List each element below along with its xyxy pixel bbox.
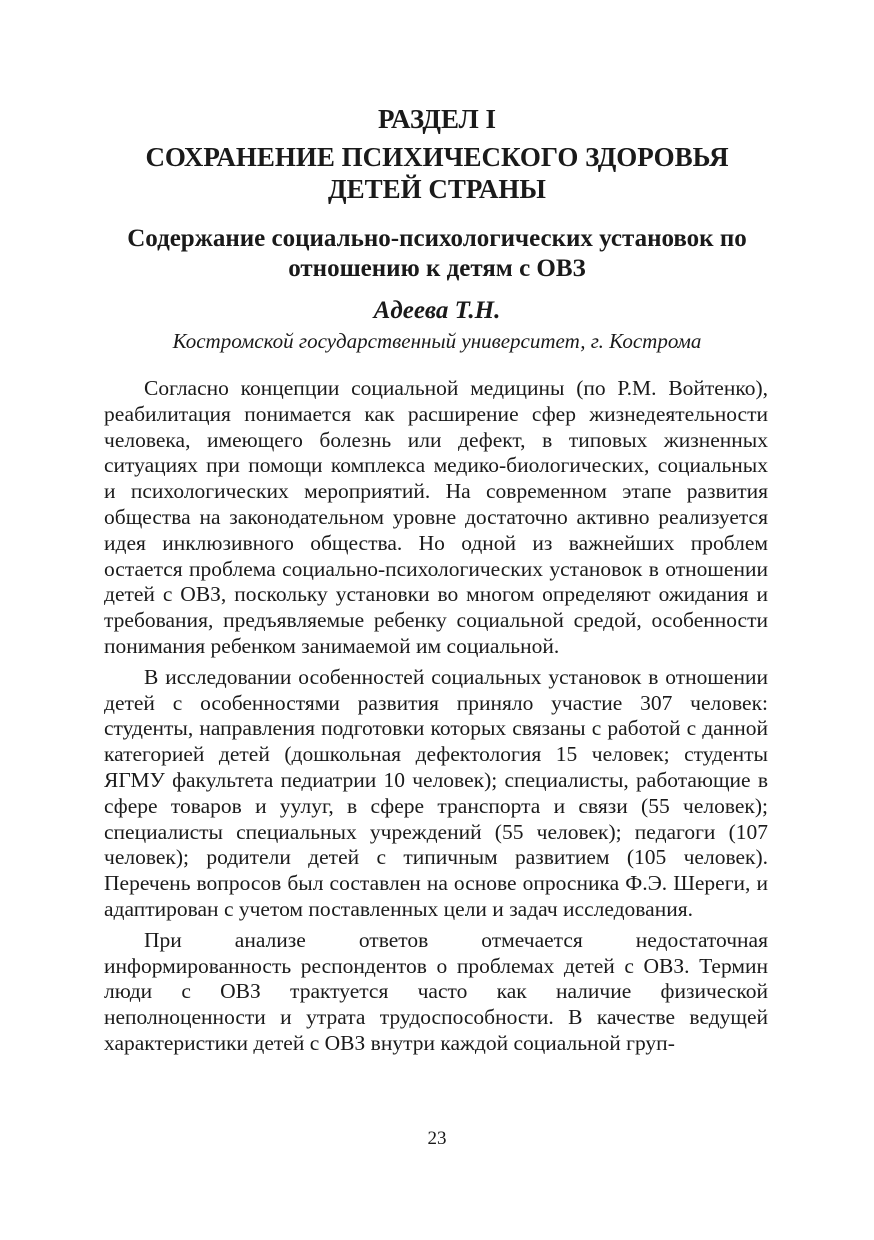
section-label: РАЗДЕЛ I [377, 104, 497, 134]
page-number: 23 [427, 1128, 447, 1149]
body-paragraph-2: В исследовании особенностей социальных установок в отношении детей с особенностями развития приняло участие 307 человек: студенты, направления подготовки которых связаны с работой с данной категорией детей (дошкольная дефектология 15 человек; студенты ЯГМУ факультета педиатрии 10 человек); специалисты, работающие в сфере товаров и уулуг, в сфере транспорта и связи (55 человек); специалисты специальных учреждений (55 человек); педагоги (107 человек); родители детей с типичным развитием (105 человек). Перечень вопросов был составлен на основе опросника Ф.Э. Шереги, и адаптирован с учетом поставленных цели и задач исследования. [104, 664, 768, 921]
article-title: Содержание социально-психологических установок по отношению к детям с ОВЗ [127, 225, 747, 282]
section-title: СОХРАНЕНИЕ ПСИХИЧЕСКОГО ЗДОРОВЬЯ ДЕТЕЙ СТРАНЫ [145, 142, 729, 204]
body-paragraph-3: При анализе ответов отмечается недостаточная информированность респондентов о проблемах детей с ОВЗ. Термин люди с ОВЗ трактуется часто как наличие физической неполноценности и утрата трудоспособности. В качестве ведущей характеристики детей с ОВЗ внутри каждой социальной груп- [104, 927, 768, 1055]
author-affiliation: Костромской государственный университет, г. Кострома [172, 329, 702, 353]
article-body [104, 376, 768, 1062]
article-author: Адеева Т.Н. [373, 297, 501, 324]
body-paragraph-1: Согласно концепции социальной медицины (по Р.М. Войтенко), реабилитация понимается как расширение сфер жизнедеятельности человека, имеющего болезнь или дефект, в типовых жизненных ситуациях при помощи комплекса медико-биологических, социальных и психологических мероприятий. На современном этапе развития общества на законодательном уровне достаточно активно реализуется идея инклюзивного общества. Но одной из важнейших проблем остается проблема социально-психологических установок в отношении детей с ОВЗ, поскольку установки во многом определяют ожидания и требования, предъявляемые ребенку социальной средой, особенности понимания ребенком занимаемой им социальной. [104, 376, 768, 658]
